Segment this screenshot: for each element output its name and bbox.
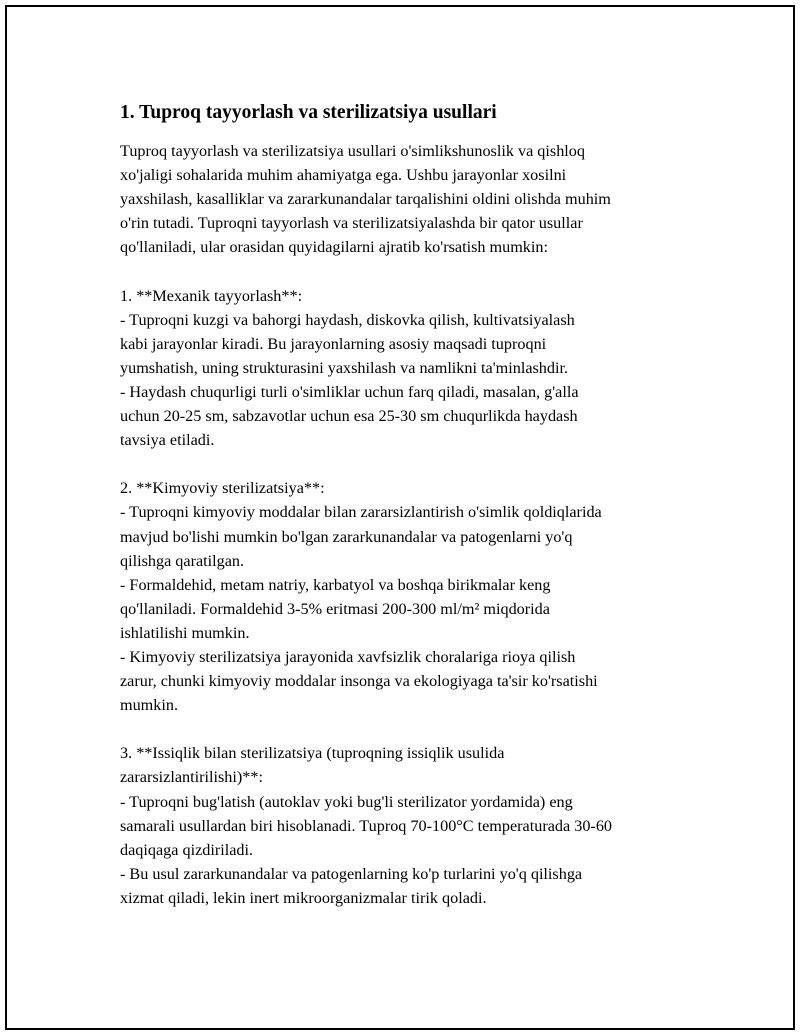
section-mechanical bbox=[120, 284, 695, 453]
document-body bbox=[120, 99, 695, 910]
section-point: - Bu usul zararkunandalar va patogenlarning ko'p turlarini yo'q qilishga xizmat qiladi, lekin inert mikroorganizmalar tirik qoladi. bbox=[120, 864, 583, 907]
document-title: 1. Tuproq tayyorlash va sterilizatsiya usullari bbox=[120, 102, 497, 123]
section-thermal bbox=[120, 741, 695, 910]
intro-paragraph: Tuproq tayyorlash va sterilizatsiya usullari o'simlikshunoslik va qishloq xo'jaligi sohalarida muhim ahamiyatga ega. Ushbu jarayonlar xosilni yaxshilash, kasalliklar va zararkunandalar tarqalishini oldini olishda muhim o'rin tutadi. Tuproqni tayyorlash va sterilizatsiyalashda bir qator usullar qo'llaniladi, ular orasidan quyidagilarni ajratib ko'rsatish mumkin: bbox=[120, 142, 611, 257]
paragraph-gap bbox=[120, 452, 695, 476]
section-chemical bbox=[120, 476, 695, 717]
section-point: - Kimyoviy sterilizatsiya jarayonida xavfsizlik choralariga rioya qilish zarur, chunki kimyoviy moddalar insonga va ekologiyaga ta'sir ko'rsatishi mumkin. bbox=[120, 647, 598, 715]
section-point: - Formaldehid, metam natriy, karbatyol va boshqa birikmalar keng qo'llaniladi. Formaldehid 3-5% eritmasi 200-300 ml/m² miqdorida ishlatilishi mumkin. bbox=[120, 575, 551, 642]
section-point: - Tuproqni bug'latish (autoklav yoki bug'li sterilizator yordamida) eng samarali usullardan biri hisoblanadi. Tuproq 70-100°C temperaturada 30-60 daqiqaga qizdiriladi. bbox=[120, 792, 613, 859]
section-heading: 2. **Kimyoviy sterilizatsiya**: bbox=[120, 479, 325, 498]
page-frame bbox=[5, 5, 795, 1030]
section-point: - Haydash chuqurligi turli o'simliklar uchun farq qiladi, masalan, g'alla uchun 20-25 sm, sabzavotlar uchun esa 25-30 sm chuqurlikda haydash tavsiya etiladi. bbox=[120, 382, 579, 450]
section-point: - Tuproqni kuzgi va bahorgi haydash, diskovka qilish, kultivatsiyalash kabi jarayonlar kiradi. Bu jarayonlarning asosiy maqsadi tuproqni yumshatish, uning strukturasini yaxshilash va namlikni ta'minlashdir. bbox=[120, 310, 575, 377]
section-heading: 1. **Mexanik tayyorlash**: bbox=[120, 286, 303, 305]
paragraph-gap bbox=[120, 259, 695, 283]
section-point: - Tuproqni kimyoviy moddalar bilan zararsizlantirish o'simlik qoldiqlarida mavjud bo'lishi mumkin bo'lgan zararkunandalar va patogenlarni yo'q qilishga qaratilgan. bbox=[120, 503, 602, 570]
section-heading: 3. **Issiqlik bilan sterilizatsiya (tuproqning issiqlik usulida zararsizlantirilishi)**: bbox=[120, 744, 505, 787]
paragraph-gap bbox=[120, 717, 695, 741]
